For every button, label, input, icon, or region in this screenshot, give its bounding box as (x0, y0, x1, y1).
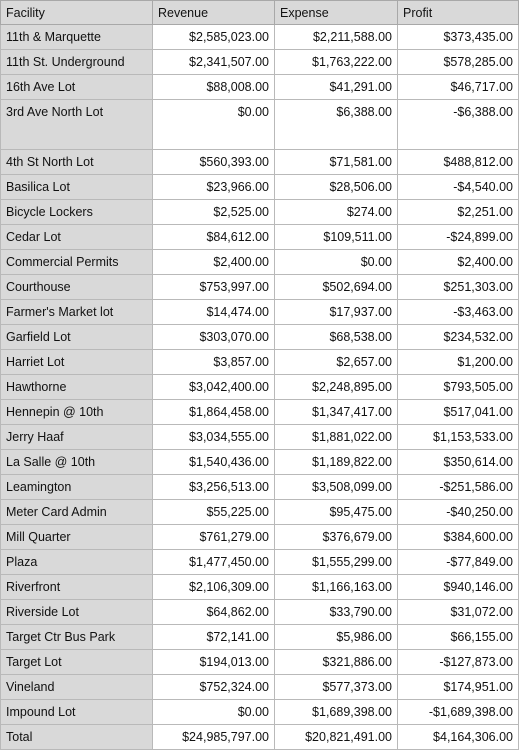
column-header-facility[interactable]: Facility (1, 1, 153, 25)
table-row (1, 400, 519, 425)
facility-cell[interactable]: 16th Ave Lot (1, 75, 153, 100)
table-row (1, 700, 519, 725)
table-row (1, 600, 519, 625)
facility-cell[interactable]: 11th St. Underground (1, 50, 153, 75)
table-row (1, 250, 519, 275)
revenue-cell[interactable]: $23,966.00 (153, 175, 275, 200)
table-body (1, 25, 519, 750)
facility-cell[interactable]: Bicycle Lockers (1, 200, 153, 225)
profit-cell[interactable]: -$251,586.00 (398, 475, 519, 500)
revenue-cell[interactable]: $2,585,023.00 (153, 25, 275, 50)
table-row (1, 300, 519, 325)
profit-cell[interactable]: -$4,540.00 (398, 175, 519, 200)
revenue-cell[interactable]: $752,324.00 (153, 675, 275, 700)
revenue-cell[interactable]: $3,256,513.00 (153, 475, 275, 500)
profit-cell[interactable]: $2,251.00 (398, 200, 519, 225)
revenue-cell[interactable]: $64,862.00 (153, 600, 275, 625)
profit-cell[interactable]: $384,600.00 (398, 525, 519, 550)
revenue-cell[interactable]: $88,008.00 (153, 75, 275, 100)
expense-cell[interactable]: $2,657.00 (275, 350, 398, 375)
column-header-expense[interactable]: Expense (275, 1, 398, 25)
expense-cell[interactable]: $17,937.00 (275, 300, 398, 325)
expense-cell[interactable]: $41,291.00 (275, 75, 398, 100)
expense-cell[interactable]: $71,581.00 (275, 150, 398, 175)
profit-cell[interactable]: -$3,463.00 (398, 300, 519, 325)
expense-cell[interactable]: $95,475.00 (275, 500, 398, 525)
header-row (1, 1, 519, 25)
total-expense-cell[interactable]: $20,821,491.00 (275, 725, 398, 750)
table-row (1, 525, 519, 550)
revenue-cell[interactable]: $1,477,450.00 (153, 550, 275, 575)
table-row (1, 50, 519, 75)
expense-cell[interactable]: $68,538.00 (275, 325, 398, 350)
table-row (1, 75, 519, 100)
table-row (1, 275, 519, 300)
table-row (1, 675, 519, 700)
profit-cell[interactable]: $940,146.00 (398, 575, 519, 600)
table-row (1, 150, 519, 175)
profit-cell[interactable]: -$1,689,398.00 (398, 700, 519, 725)
table-row (1, 650, 519, 675)
revenue-cell[interactable]: $72,141.00 (153, 625, 275, 650)
profit-cell[interactable]: $488,812.00 (398, 150, 519, 175)
revenue-cell[interactable]: $0.00 (153, 700, 275, 725)
table-row (1, 550, 519, 575)
facility-cell[interactable]: Mill Quarter (1, 525, 153, 550)
expense-cell[interactable]: $1,347,417.00 (275, 400, 398, 425)
facility-cell[interactable]: Riverside Lot (1, 600, 153, 625)
revenue-cell[interactable]: $0.00 (153, 100, 275, 150)
table-row (1, 450, 519, 475)
profit-cell[interactable]: $350,614.00 (398, 450, 519, 475)
profit-cell[interactable]: $373,435.00 (398, 25, 519, 50)
revenue-cell[interactable]: $84,612.00 (153, 225, 275, 250)
facility-cell[interactable]: Courthouse (1, 275, 153, 300)
revenue-cell[interactable]: $2,525.00 (153, 200, 275, 225)
facility-cell[interactable]: Hawthorne (1, 375, 153, 400)
profit-cell[interactable]: $31,072.00 (398, 600, 519, 625)
revenue-cell[interactable]: $761,279.00 (153, 525, 275, 550)
table-row (1, 100, 519, 150)
facility-cell[interactable]: Plaza (1, 550, 153, 575)
revenue-cell[interactable]: $3,857.00 (153, 350, 275, 375)
facility-cell[interactable]: Farmer's Market lot (1, 300, 153, 325)
profit-cell[interactable]: $793,505.00 (398, 375, 519, 400)
profit-cell[interactable]: -$40,250.00 (398, 500, 519, 525)
expense-cell[interactable]: $6,388.00 (275, 100, 398, 150)
table-row (1, 500, 519, 525)
revenue-cell[interactable]: $1,864,458.00 (153, 400, 275, 425)
facility-cell[interactable]: Target Lot (1, 650, 153, 675)
facility-cell[interactable]: Cedar Lot (1, 225, 153, 250)
facility-cell[interactable]: La Salle @ 10th (1, 450, 153, 475)
revenue-cell[interactable]: $194,013.00 (153, 650, 275, 675)
expense-cell[interactable]: $3,508,099.00 (275, 475, 398, 500)
table-row (1, 475, 519, 500)
revenue-cell[interactable]: $753,997.00 (153, 275, 275, 300)
facility-cell[interactable]: 4th St North Lot (1, 150, 153, 175)
facility-cell[interactable]: Harriet Lot (1, 350, 153, 375)
facility-cell[interactable]: Garfield Lot (1, 325, 153, 350)
expense-cell[interactable]: $33,790.00 (275, 600, 398, 625)
facility-cell[interactable]: 11th & Marquette (1, 25, 153, 50)
expense-cell[interactable]: $1,189,822.00 (275, 450, 398, 475)
expense-cell[interactable]: $1,881,022.00 (275, 425, 398, 450)
profit-cell[interactable]: -$77,849.00 (398, 550, 519, 575)
expense-cell[interactable]: $28,506.00 (275, 175, 398, 200)
total-facility-cell[interactable]: Total (1, 725, 153, 750)
facility-cell[interactable]: Commercial Permits (1, 250, 153, 275)
profit-cell[interactable]: $234,532.00 (398, 325, 519, 350)
table-row (1, 175, 519, 200)
revenue-cell[interactable]: $303,070.00 (153, 325, 275, 350)
column-header-profit[interactable]: Profit (398, 1, 519, 25)
facility-cell[interactable]: Vineland (1, 675, 153, 700)
expense-cell[interactable]: $1,689,398.00 (275, 700, 398, 725)
expense-cell[interactable]: $577,373.00 (275, 675, 398, 700)
profit-cell[interactable]: -$6,388.00 (398, 100, 519, 150)
facility-cell[interactable]: Meter Card Admin (1, 500, 153, 525)
revenue-cell[interactable]: $2,341,507.00 (153, 50, 275, 75)
expense-cell[interactable]: $502,694.00 (275, 275, 398, 300)
expense-cell[interactable]: $5,986.00 (275, 625, 398, 650)
expense-cell[interactable]: $321,886.00 (275, 650, 398, 675)
expense-cell[interactable]: $1,763,222.00 (275, 50, 398, 75)
revenue-cell[interactable]: $3,042,400.00 (153, 375, 275, 400)
facility-cell[interactable]: Leamington (1, 475, 153, 500)
expense-cell[interactable]: $0.00 (275, 250, 398, 275)
profit-cell[interactable]: $1,200.00 (398, 350, 519, 375)
facility-cell[interactable]: 3rd Ave North Lot (1, 100, 153, 150)
revenue-cell[interactable]: $14,474.00 (153, 300, 275, 325)
expense-cell[interactable]: $2,211,588.00 (275, 25, 398, 50)
table-row (1, 375, 519, 400)
profit-cell[interactable]: -$24,899.00 (398, 225, 519, 250)
profit-cell[interactable]: $517,041.00 (398, 400, 519, 425)
total-profit-cell[interactable]: $4,164,306.00 (398, 725, 519, 750)
revenue-cell[interactable]: $1,540,436.00 (153, 450, 275, 475)
column-header-revenue[interactable]: Revenue (153, 1, 275, 25)
revenue-cell[interactable]: $2,106,309.00 (153, 575, 275, 600)
expense-cell[interactable]: $1,555,299.00 (275, 550, 398, 575)
table-row (1, 25, 519, 50)
facility-cell[interactable]: Impound Lot (1, 700, 153, 725)
facility-cell[interactable]: Hennepin @ 10th (1, 400, 153, 425)
revenue-cell[interactable]: $560,393.00 (153, 150, 275, 175)
total-revenue-cell[interactable]: $24,985,797.00 (153, 725, 275, 750)
total-row (1, 725, 519, 750)
revenue-cell[interactable]: $3,034,555.00 (153, 425, 275, 450)
table-row (1, 350, 519, 375)
profit-cell[interactable]: $66,155.00 (398, 625, 519, 650)
table-row (1, 200, 519, 225)
profit-cell[interactable]: $2,400.00 (398, 250, 519, 275)
expense-cell[interactable]: $376,679.00 (275, 525, 398, 550)
facility-cell[interactable]: Target Ctr Bus Park (1, 625, 153, 650)
facility-cell[interactable]: Basilica Lot (1, 175, 153, 200)
expense-cell[interactable]: $109,511.00 (275, 225, 398, 250)
profit-cell[interactable]: $578,285.00 (398, 50, 519, 75)
revenue-cell[interactable]: $2,400.00 (153, 250, 275, 275)
profit-cell[interactable]: $174,951.00 (398, 675, 519, 700)
profit-cell[interactable]: $251,303.00 (398, 275, 519, 300)
profit-cell[interactable]: $1,153,533.00 (398, 425, 519, 450)
expense-cell[interactable]: $2,248,895.00 (275, 375, 398, 400)
revenue-cell[interactable]: $55,225.00 (153, 500, 275, 525)
table-row (1, 225, 519, 250)
profit-cell[interactable]: $46,717.00 (398, 75, 519, 100)
facility-cell[interactable]: Riverfront (1, 575, 153, 600)
table-row (1, 575, 519, 600)
table-row (1, 325, 519, 350)
facility-cell[interactable]: Jerry Haaf (1, 425, 153, 450)
expense-cell[interactable]: $1,166,163.00 (275, 575, 398, 600)
expense-cell[interactable]: $274.00 (275, 200, 398, 225)
table-row (1, 625, 519, 650)
table-row (1, 425, 519, 450)
profit-cell[interactable]: -$127,873.00 (398, 650, 519, 675)
